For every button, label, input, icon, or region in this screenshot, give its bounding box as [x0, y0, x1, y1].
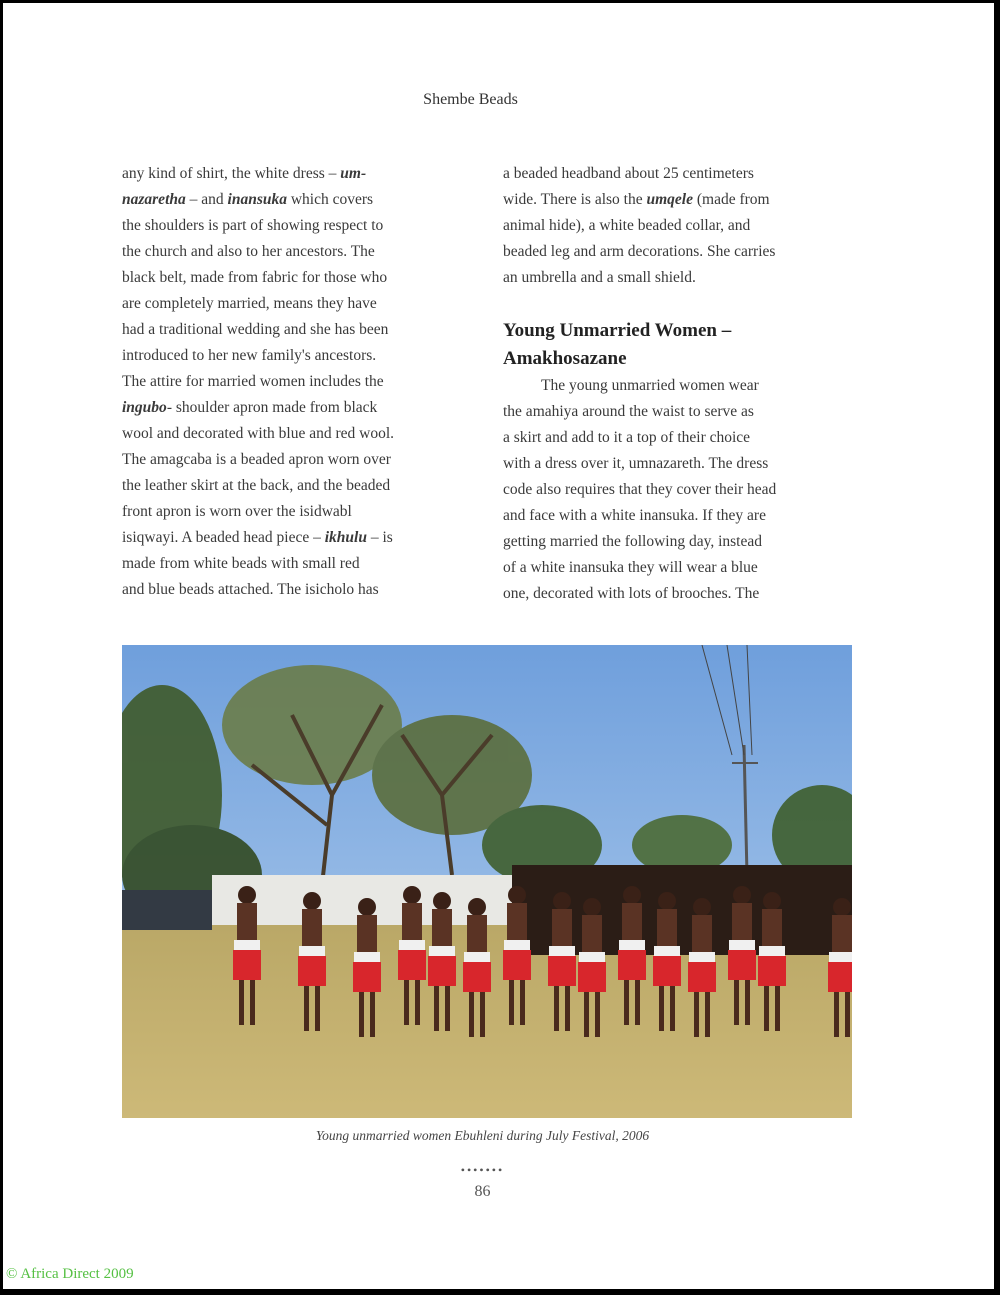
- book-page: [3, 3, 994, 1289]
- festival-photo: [122, 645, 852, 1118]
- text-span: a skirt and add to it a top of their choice: [503, 429, 751, 446]
- text-line: [503, 399, 863, 425]
- text-line: [122, 499, 482, 525]
- left-text-column: [122, 161, 482, 603]
- text-span: and face with a white inansuka. If they are: [503, 507, 766, 524]
- text-span: are completely married, means they have: [122, 295, 377, 312]
- text-line: [503, 187, 863, 213]
- text-span: (made from: [692, 191, 770, 208]
- page-ornament: •••••••: [460, 1163, 505, 1177]
- text-span: front apron is worn over the isidwabl: [122, 503, 352, 520]
- text-span: made from white beads with small red: [122, 555, 360, 572]
- text-span: wool and decorated with blue and red wool.: [122, 425, 395, 442]
- right-column-top-text: [503, 161, 863, 291]
- text-line: [503, 529, 863, 555]
- text-span: which covers: [286, 191, 374, 208]
- text-line: [503, 373, 863, 399]
- page-number: 86: [474, 1183, 491, 1200]
- section-heading-line-2: Amakhosazane: [503, 348, 627, 369]
- text-span: The young unmarried women wear: [541, 377, 759, 394]
- text-span: one, decorated with lots of brooches. The: [503, 585, 760, 602]
- text-line: [122, 317, 482, 343]
- text-line: [503, 425, 863, 451]
- text-span: wide. There is also the: [503, 191, 647, 208]
- text-line: [122, 551, 482, 577]
- text-span: and blue beads attached. The isicholo has: [122, 581, 379, 598]
- text-line: [503, 239, 863, 265]
- text-span: the amahiya around the waist to serve as: [503, 403, 754, 420]
- text-line: [122, 473, 482, 499]
- text-line: [503, 265, 863, 291]
- text-span: introduced to her new family's ancestors.: [122, 347, 377, 364]
- text-span: black belt, made from fabric for those who: [122, 269, 388, 286]
- text-span: an umbrella and a small shield.: [503, 269, 696, 286]
- right-text-column: [503, 161, 863, 607]
- emphasized-term: um-: [340, 165, 367, 182]
- text-line: [122, 291, 482, 317]
- text-span: – and: [185, 191, 228, 208]
- text-span: the church and also to her ancestors. The: [122, 243, 375, 260]
- text-line: [122, 213, 482, 239]
- text-span: animal hide), a white beaded collar, and: [503, 217, 751, 234]
- text-span: getting married the following day, instead: [503, 533, 762, 550]
- text-span: The amagcaba is a beaded apron worn over: [122, 451, 391, 468]
- text-span: The attire for married women includes the: [122, 373, 384, 390]
- text-line: [503, 581, 863, 607]
- text-line: [122, 447, 482, 473]
- emphasized-term: ingubo: [122, 399, 167, 416]
- text-span: any kind of shirt, the white dress –: [122, 165, 341, 182]
- text-span: – is: [366, 529, 393, 546]
- emphasized-term: ikhulu: [324, 529, 367, 546]
- text-line: [503, 213, 863, 239]
- text-span: of a white inansuka they will wear a blue: [503, 559, 758, 576]
- text-line: [503, 477, 863, 503]
- text-span: isiqwayi. A beaded head piece –: [122, 529, 325, 546]
- photo-caption: Young unmarried women Ebuhleni during July Festival, 2006: [315, 1128, 650, 1143]
- text-line: [122, 265, 482, 291]
- text-line: [122, 161, 482, 187]
- emphasized-term: inansuka: [227, 191, 287, 208]
- text-line: [122, 369, 482, 395]
- text-span: had a traditional wedding and she has been: [122, 321, 389, 338]
- text-line: [503, 555, 863, 581]
- text-line: [122, 395, 482, 421]
- text-line: [503, 451, 863, 477]
- text-line: [503, 503, 863, 529]
- text-line: [122, 525, 482, 551]
- text-line: [122, 343, 482, 369]
- running-head: Shembe Beads: [423, 91, 518, 108]
- text-span: beaded leg and arm decorations. She carries: [503, 243, 776, 260]
- text-span: code also requires that they cover their head: [503, 481, 777, 498]
- text-line: [122, 239, 482, 265]
- text-line: [122, 421, 482, 447]
- text-line: [503, 161, 863, 187]
- text-span: the leather skirt at the back, and the beaded: [122, 477, 391, 494]
- text-line: [122, 187, 482, 213]
- emphasized-term: umqele: [646, 191, 693, 208]
- copyright-watermark: © Africa Direct 2009: [6, 1266, 134, 1282]
- text-line: [122, 577, 482, 603]
- emphasized-term: nazaretha: [122, 191, 186, 208]
- text-span: - shoulder apron made from black: [166, 399, 378, 416]
- right-column-body-text: [503, 373, 863, 607]
- text-span: the shoulders is part of showing respect to: [122, 217, 384, 234]
- text-span: with a dress over it, umnazareth. The dress: [503, 455, 769, 472]
- text-span: a beaded headband about 25 centimeters: [503, 165, 754, 182]
- section-heading-line-1: Young Unmarried Women –: [503, 320, 732, 341]
